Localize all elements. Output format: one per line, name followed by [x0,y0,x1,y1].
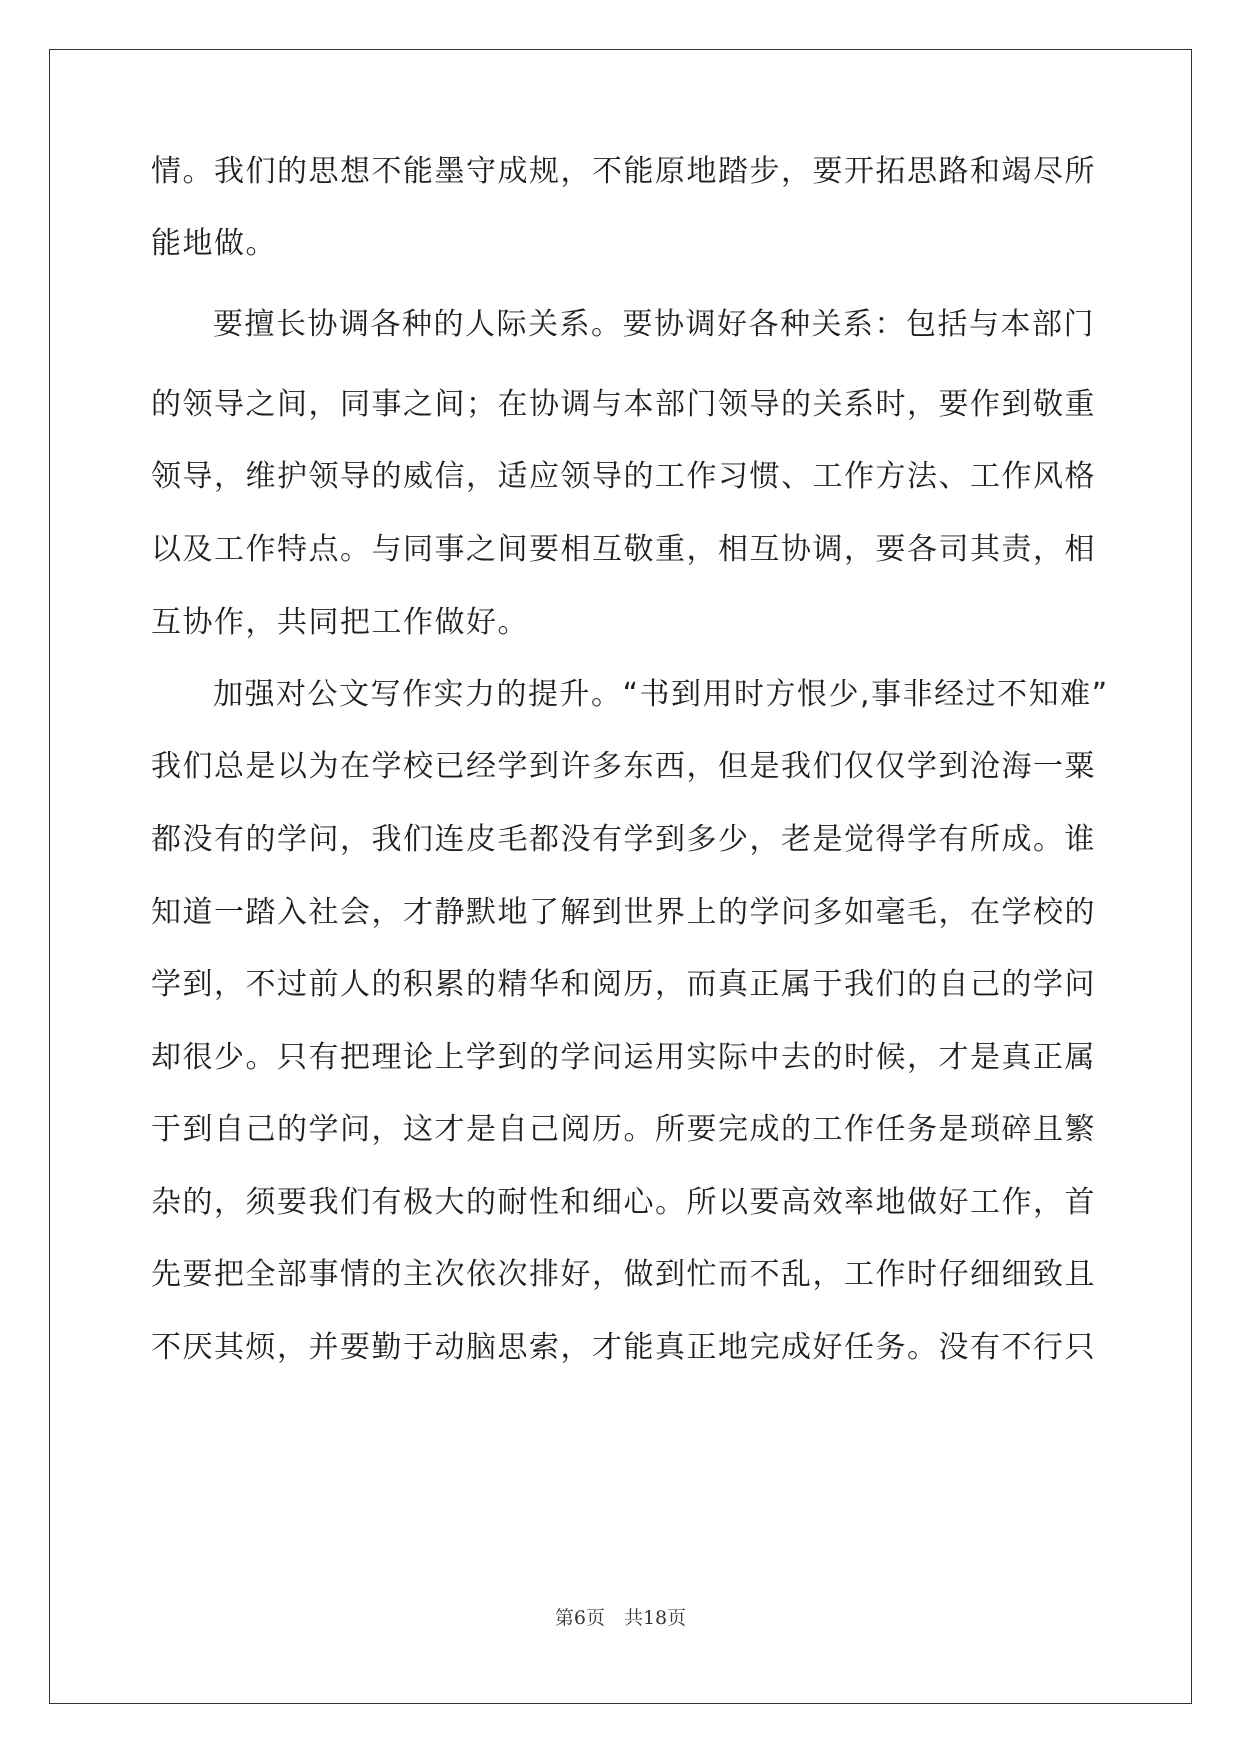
body-line: 我们总是以为在学校已经学到许多东西，但是我们仅仅学到沧海一粟 [151,749,1096,784]
body-line: 领导，维护领导的威信，适应领导的工作习惯、工作方法、工作风格 [151,459,1096,494]
body-line: 能地做。 [151,226,277,261]
paragraph-start-line: 要擅长协调各种的人际关系。要协调好各种关系：包括与本部门 [213,307,1095,342]
body-line: 却很少。只有把理论上学到的学问运用实际中去的时候，才是真正属 [151,1040,1096,1075]
body-line: 以及工作特点。与同事之间要相互敬重，相互协调，要各司其责，相 [151,532,1096,567]
page-number-footer: 第6页 共18页 [554,1607,687,1629]
body-line: 知道一踏入社会，才静默地了解到世界上的学问多如毫毛，在学校的 [151,895,1096,930]
paragraph-start-line: 加强对公文写作实力的提升。“书到用时方恨少,事非经过不知难” [213,677,1109,712]
body-line: 情。我们的思想不能墨守成规，不能原地踏步，要开拓思路和竭尽所 [151,154,1096,189]
body-line: 互协作，共同把工作做好。 [151,605,529,640]
body-line: 都没有的学问，我们连皮毛都没有学到多少，老是觉得学有所成。谁 [151,822,1096,857]
body-line: 学到，不过前人的积累的精华和阅历，而真正属于我们的自己的学问 [151,967,1096,1002]
body-line: 先要把全部事情的主次依次排好，做到忙而不乱，工作时仔细细致且 [151,1257,1096,1292]
body-line: 的领导之间，同事之间；在协调与本部门领导的关系时，要作到敬重 [151,387,1096,422]
body-line: 杂的，须要我们有极大的耐性和细心。所以要高效率地做好工作，首 [151,1185,1096,1220]
page-border [49,49,1192,1704]
body-line: 于到自己的学问，这才是自己阅历。所要完成的工作任务是琐碎且繁 [151,1112,1096,1147]
body-line: 不厌其烦，并要勤于动脑思索，才能真正地完成好任务。没有不行只 [151,1330,1096,1365]
